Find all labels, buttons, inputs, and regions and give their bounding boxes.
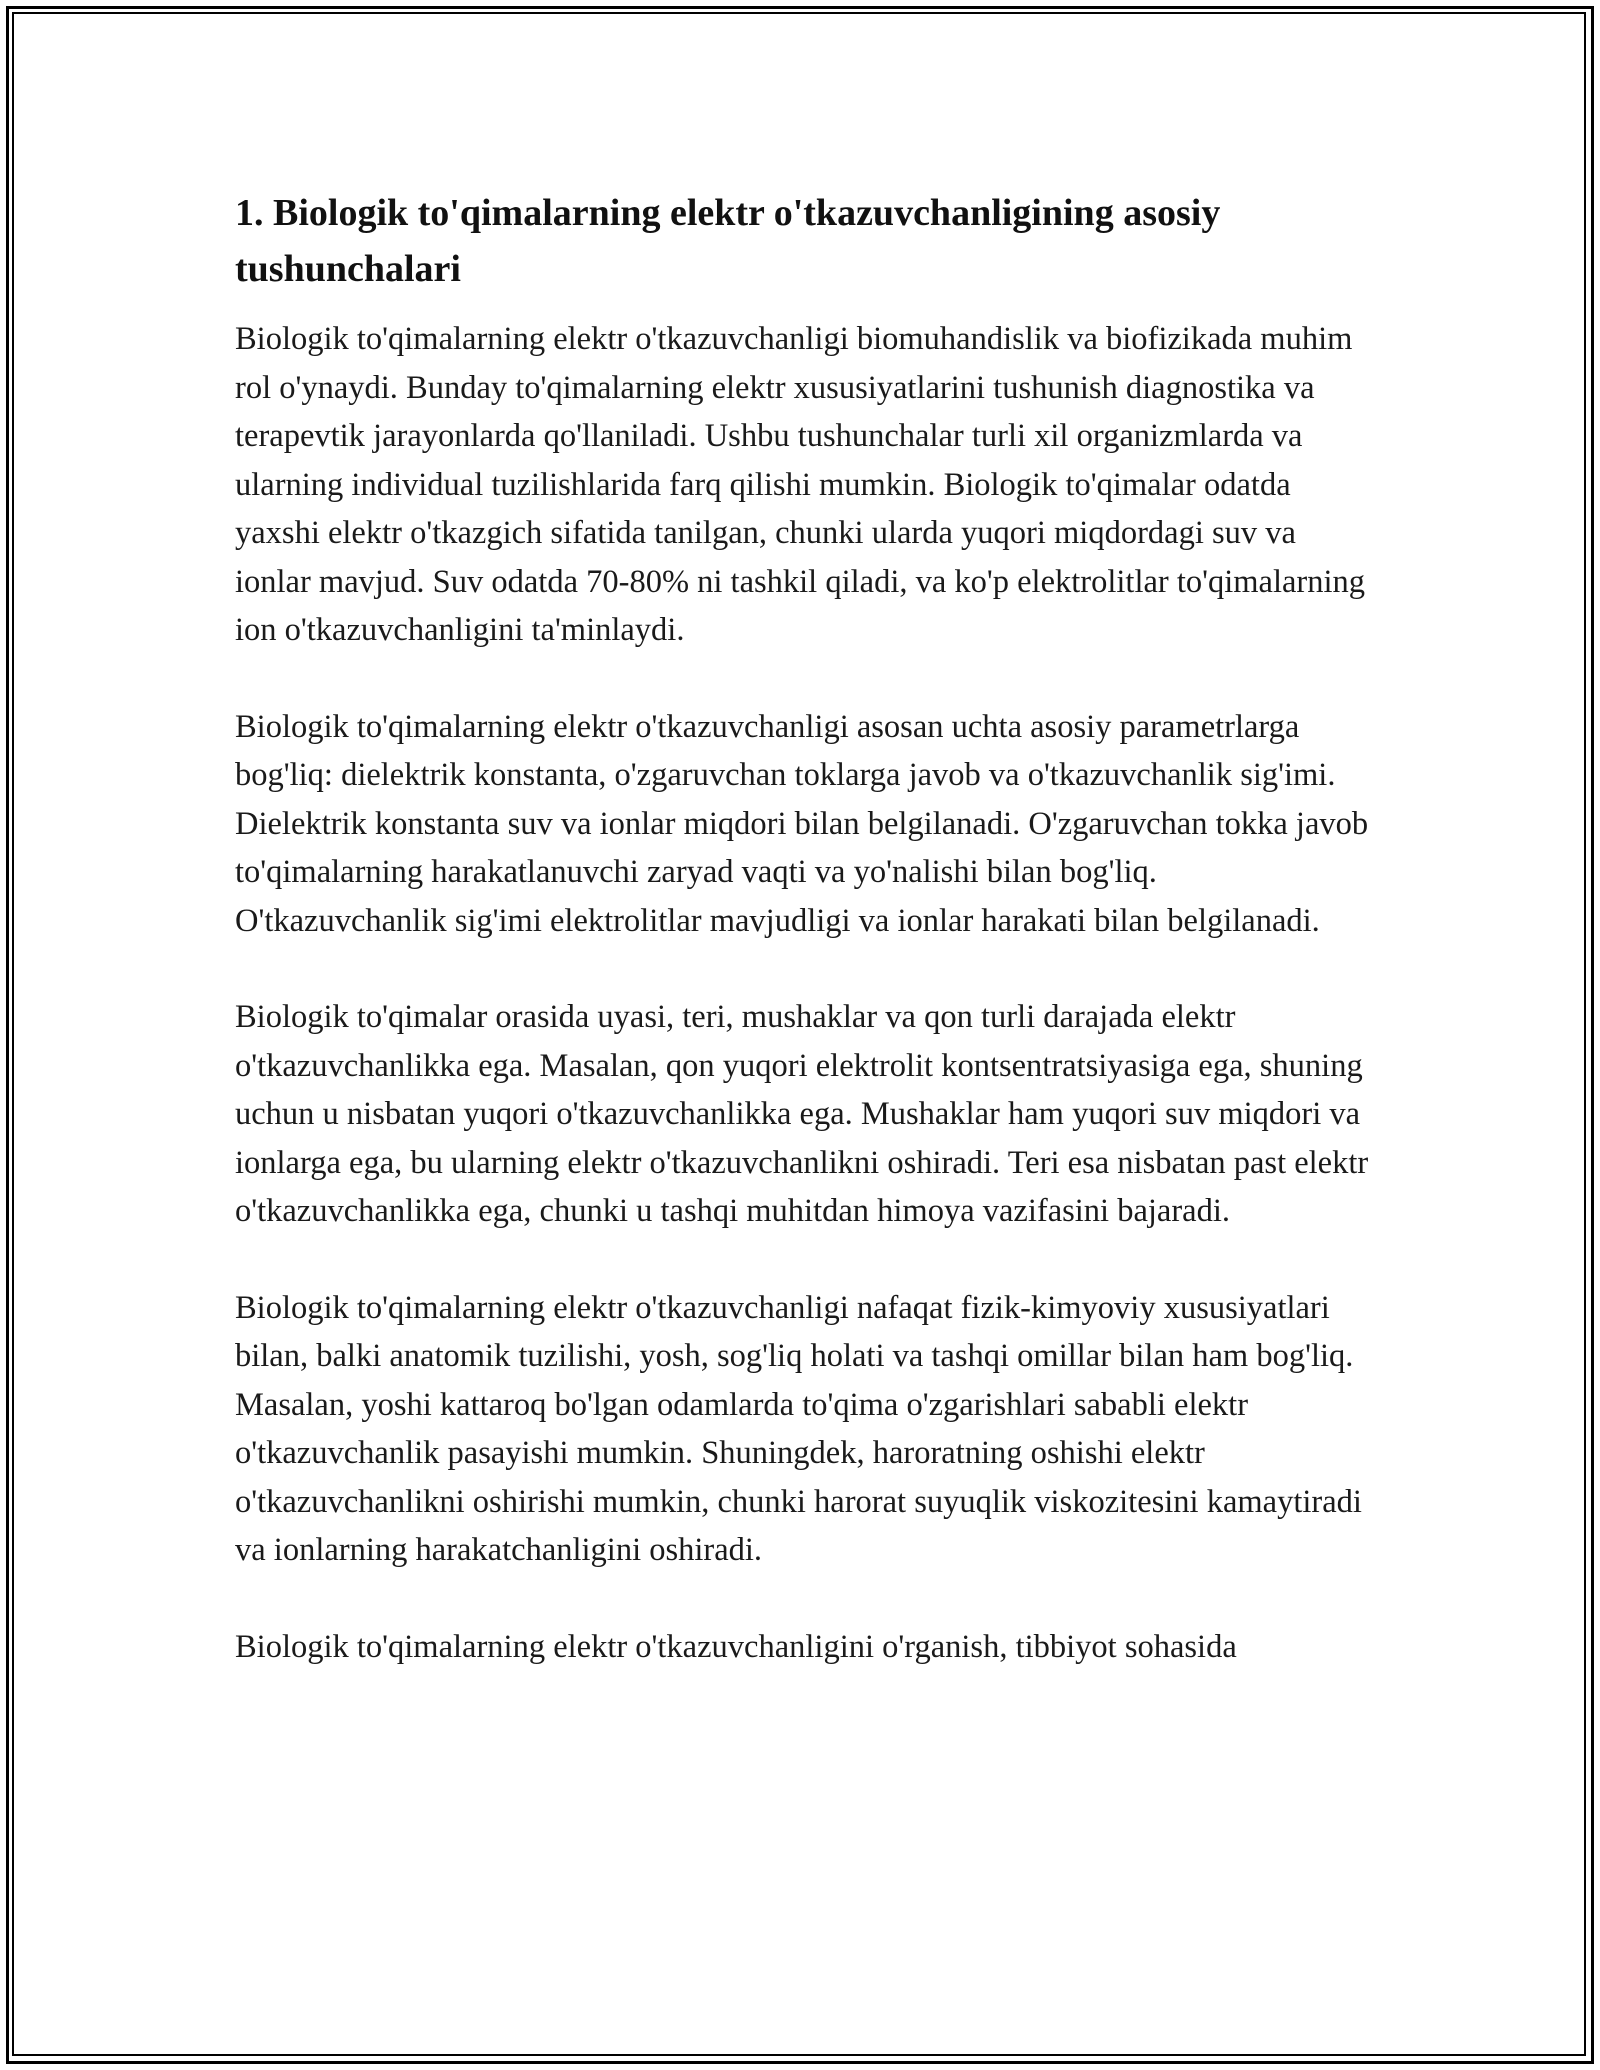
paragraph-4: Biologik to'qimalarning elektr o'tkazuvchanligi nafaqat fizik-kimyoviy xususiyatlari bilan, balki anatomik tuzilishi, yosh, sog'liq holati va tashqi omillar bilan ham bog'liq. Masalan, yoshi kattaroq bo'lgan odamlarda to'qima o'zgarishlari sababli elektr o'tkazuvchanlik pasayishi mumkin. Shuningdek, haroratning oshishi elektr o'tkazuvchanlikni oshirishi mumkin, chunki harorat suyuqlik viskozitesini kamaytiradi va ionlarning harakatchanligini oshiradi. (235, 1289, 1362, 1568)
section-heading: 1. Biologik to'qimalarning elektr o'tkazuvchanligining asosiy tushunchalari (235, 192, 1221, 290)
document-body (235, 185, 1375, 1719)
paragraph-5: Biologik to'qimalarning elektr o'tkazuvchanligini o'rganish, tibbiyot sohasida (235, 1628, 1237, 1665)
paragraph-1: Biologik to'qimalarning elektr o'tkazuvchanligi biomuhandislik va biofizikada muhim rol o'ynaydi. Bunday to'qimalarning elektr xususiyatlarini tushunish diagnostika va terapevtik jarayonlarda qo'llaniladi. Ushbu tushunchalar turli xil organizmlarda va ularning individual tuzilishlarida farq qilishi mumkin. Biologik to'qimalar odatda yaxshi elektr o'tkazgich sifatida tanilgan, chunki ularda yuqori miqdordagi suv va ionlar mavjud. Suv odatda 70-80% ni tashkil qiladi, va ko'p elektrolitlar to'qimalarning ion o'tkazuvchanligini ta'minlaydi. (235, 321, 1366, 648)
paragraph-3: Biologik to'qimalar orasida uyasi, teri, mushaklar va qon turli darajada elektr o'tkazuvchanlikka ega. Masalan, qon yuqori elektrolit kontsentratsiyasiga ega, shuning uchun u nisbatan yuqori o'tkazuvchanlikka ega. Mushaklar ham yuqori suv miqdori va ionlarga ega, bu ularning elektr o'tkazuvchanlikni oshiradi. Teri esa nisbatan past elektr o'tkazuvchanlikka ega, chunki u tashqi muhitdan himoya vazifasini bajaradi. (235, 999, 1369, 1229)
paragraph-2: Biologik to'qimalarning elektr o'tkazuvchanligi asosan uchta asosiy parametrlarga bog'liq: dielektrik konstanta, o'zgaruvchan toklarga javob va o'tkazuvchanlik sig'imi. Dielektrik konstanta suv va ionlar miqdori bilan belgilanadi. O'zgaruvchan tokka javob to'qimalarning harakatlanuvchi zaryad vaqti va yo'nalishi bilan bog'liq. O'tkazuvchanlik sig'imi elektrolitlar mavjudligi va ionlar harakati bilan belgilanadi. (235, 708, 1369, 939)
